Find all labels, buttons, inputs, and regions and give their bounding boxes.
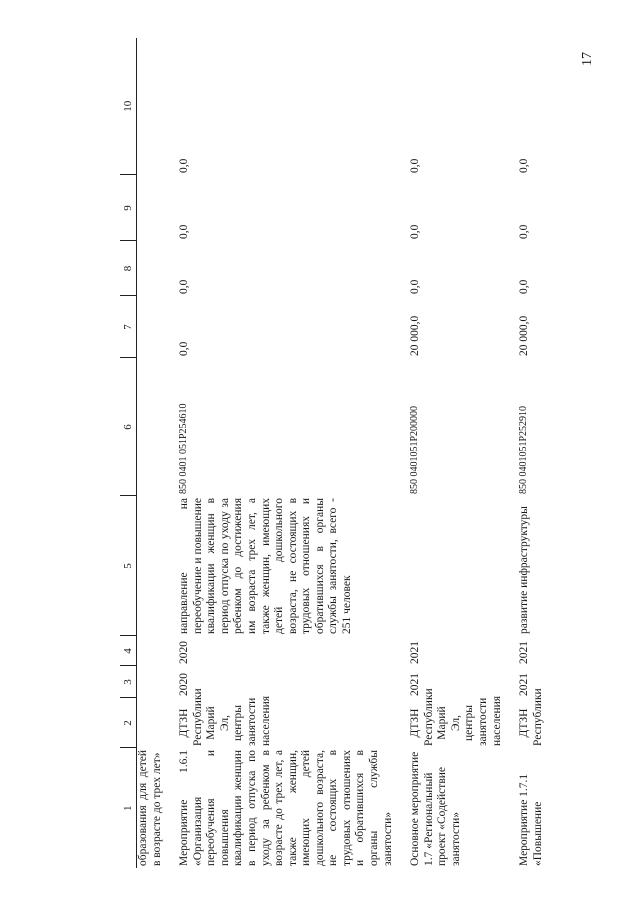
rotated-table-sheet bbox=[120, 38, 590, 868]
executor-cell: ДТЗН Республики Марий Эл, центры занятости населения bbox=[409, 688, 503, 746]
budget-code-cell: 850 0401 051P254610 bbox=[178, 403, 190, 494]
start-year-cell: 2021 bbox=[518, 673, 531, 696]
end-year-cell: 2021 bbox=[518, 641, 531, 664]
measure-name-cell: Мероприятие 1.7.1 «Повышение bbox=[518, 773, 544, 866]
start-year-cell: 2021 bbox=[409, 673, 422, 696]
executor-cell bbox=[137, 698, 165, 748]
end-year-cell: 2020 bbox=[178, 641, 191, 664]
table-row bbox=[137, 38, 165, 868]
column-header-2: 2 bbox=[120, 698, 137, 748]
table-row bbox=[164, 38, 395, 868]
start-year-cell: 2020 bbox=[178, 673, 191, 696]
executor-cell: ДТЗН Республики Марий Эл, центры занятости населения bbox=[178, 688, 272, 746]
end-year-cell: 2021 bbox=[409, 641, 422, 664]
value-cell-9 bbox=[137, 175, 165, 241]
measure-name-cell: образования для детей в возрасте до трех лет» bbox=[137, 750, 163, 866]
column-header-10: 10 bbox=[120, 38, 137, 175]
measure-name-cell: Основное мероприятие 1.7 «Региональный проект «Содействие занятости» bbox=[409, 751, 462, 866]
column-header-3: 3 bbox=[120, 666, 137, 698]
value-cell-7 bbox=[137, 296, 165, 358]
program-measures-table bbox=[120, 38, 545, 868]
column-number-header bbox=[120, 38, 137, 868]
value-cell-8 bbox=[137, 241, 165, 296]
measure-name-cell: Мероприятие 1.6.1 «Организация переобучения и повышения квалификации женщин в период отпуска по уходу за ребенком в возрасте до трех лет, а также женщин, имеющих детей дошкольного возраста, не состоящих в трудовых отношениях и обратившихся в органы службы занятости» bbox=[178, 750, 394, 866]
column-header-1: 1 bbox=[120, 748, 137, 868]
table-row bbox=[504, 38, 545, 868]
value-cell-10 bbox=[137, 38, 165, 175]
value-cell-8: 0,0 bbox=[409, 279, 422, 294]
value-cell-7: 20 000,0 bbox=[409, 315, 422, 356]
column-header-8: 8 bbox=[120, 241, 137, 296]
value-cell-7: 20 000,0 bbox=[518, 315, 531, 356]
value-cell-10: 0,0 bbox=[409, 158, 422, 173]
column-header-6: 6 bbox=[120, 358, 137, 496]
result-cell: развитие инфраструктуры bbox=[518, 506, 531, 634]
result-cell: направление на переобучение и повышение квалификации женщин в период отпуска по уходу за ребенком до достижения им возраста трех лет, а также женщин, имеющих детей дошкольного возраста, не состоящих в трудовых отношениях и обратившихся в органы службы занятости, всего - 251 человек bbox=[178, 498, 353, 634]
budget-code-cell: 850 0401051P200000 bbox=[409, 405, 421, 494]
value-cell-9: 0,0 bbox=[409, 224, 422, 239]
executor-cell: ДТЗН Республики bbox=[518, 688, 544, 746]
value-cell-7: 0,0 bbox=[178, 341, 191, 356]
column-header-4: 4 bbox=[120, 636, 137, 666]
end-year-cell bbox=[137, 636, 165, 666]
table-row bbox=[395, 38, 504, 868]
value-cell-10: 0,0 bbox=[518, 158, 531, 173]
page-number: 17 bbox=[580, 52, 595, 66]
value-cell-8: 0,0 bbox=[518, 279, 531, 294]
value-cell-10: 0,0 bbox=[178, 158, 191, 173]
column-header-5: 5 bbox=[120, 496, 137, 636]
budget-code-cell bbox=[137, 358, 165, 496]
value-cell-9: 0,0 bbox=[518, 224, 531, 239]
result-cell bbox=[137, 496, 165, 636]
result-cell bbox=[395, 496, 504, 636]
value-cell-8: 0,0 bbox=[178, 279, 191, 294]
column-header-9: 9 bbox=[120, 175, 137, 241]
column-header-7: 7 bbox=[120, 296, 137, 358]
budget-code-cell: 850 0401051P252910 bbox=[518, 405, 530, 494]
value-cell-9: 0,0 bbox=[178, 224, 191, 239]
start-year-cell bbox=[137, 666, 165, 698]
